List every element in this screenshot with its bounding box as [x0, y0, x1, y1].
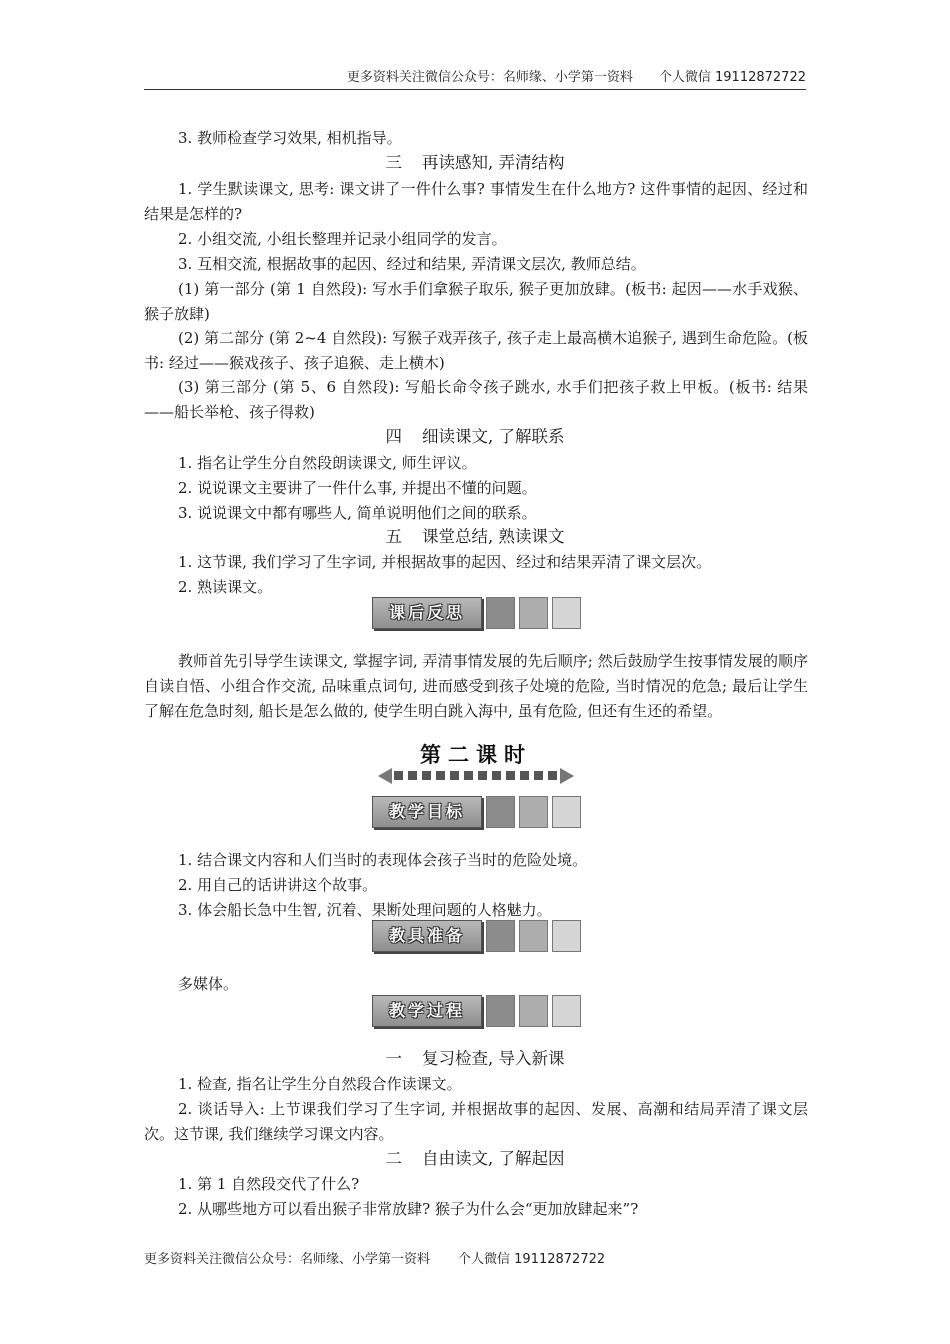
lesson-decor-bar [394, 771, 558, 780]
tag-block-mid [519, 995, 548, 1027]
paragraph: 多媒体。 [178, 975, 239, 993]
paragraph: 2. 从哪些地方可以看出猴子非常放肆? 猴子为什么会“更加放肆起来”? [178, 1200, 639, 1218]
goals-tag [372, 796, 580, 828]
tag-block-dark [486, 920, 515, 952]
section-number: 二 [385, 1149, 402, 1168]
lesson-title: 第二课时 [420, 743, 532, 767]
tag-block-light [552, 597, 581, 629]
paragraph: 3. 教师检查学习效果, 相机指导。 [178, 129, 402, 147]
page-header [144, 66, 806, 90]
section-number: 一 [385, 1049, 402, 1068]
page-footer [144, 1248, 605, 1267]
tag-block-dark [486, 796, 515, 828]
tag-block-light [552, 920, 581, 952]
section-heading-2 [144, 1146, 806, 1172]
paragraph: 1. 结合课文内容和人们当时的表现体会孩子当时的危险处境。 [178, 851, 588, 869]
paragraph: 3. 互相交流, 根据故事的起因、经过和结果, 弄清课文层次, 教师总结。 [178, 255, 646, 273]
tools-tag [372, 920, 580, 952]
section-title: 自由读文, 了解起因 [422, 1149, 565, 1168]
section-heading-4 [144, 424, 806, 450]
paragraph: 教师首先引导学生读课文, 掌握字词, 弄清事情发展的先后顺序; 然后鼓励学生按事情发展的顺序自读自悟、小组合作交流, 品味重点词句, 进而感受到孩子处境的危险, 当时情况的危急; 最后让学生了解在危急时刻, 船长是怎么做的, 使学生明白跳入海中, 虽有危险, 但还有生还的希望。 [144, 652, 808, 720]
paragraph: 1. 这节课, 我们学习了生字词, 并根据故事的起因、经过和结果弄清了课文层次。 [178, 553, 712, 571]
footer-wechat-note: 更多资料关注微信公众号：名师缘、小学第一资料 [144, 1252, 431, 1267]
section-title: 再读感知, 弄清结构 [422, 153, 565, 172]
paragraph: (2) 第二部分 (第 2~4 自然段): 写猴子戏弄孩子, 孩子走上最高横木追猴子, 遇到生命危险。(板书: 经过——猴戏孩子、孩子追猴、走上横木) [144, 329, 808, 372]
section-number: 五 [385, 527, 402, 546]
tag-block-dark [486, 597, 515, 629]
paragraph: 2. 熟读课文。 [178, 578, 273, 596]
tag-block-light [552, 995, 581, 1027]
process-tag [372, 995, 580, 1027]
paragraph: 3. 体会船长急中生智, 沉着、果断处理问题的人格魅力。 [178, 901, 552, 919]
tag-block-mid [519, 597, 548, 629]
tag-label: 教学过程 [372, 995, 482, 1027]
section-title: 细读课文, 了解联系 [422, 427, 565, 446]
tag-block-mid [519, 796, 548, 828]
lesson-title-banner [372, 740, 580, 782]
paragraph: 1. 第 1 自然段交代了什么? [178, 1175, 360, 1193]
paragraph: 2. 用自己的话讲讲这个故事。 [178, 876, 378, 894]
section-heading-1 [144, 1046, 806, 1072]
paragraph: (3) 第三部分 (第 5、6 自然段): 写船长命令孩子跳水, 水手们把孩子救上甲板。(板书: 结果——船长举枪、孩子得救) [144, 378, 808, 421]
paragraph: 3. 说说课文中都有哪些人, 简单说明他们之间的联系。 [178, 504, 537, 522]
tag-block-mid [519, 920, 548, 952]
paragraph: 1. 指名让学生分自然段朗读课文, 师生评议。 [178, 454, 477, 472]
paragraph: 1. 检查, 指名让学生分自然段合作读课文。 [178, 1075, 462, 1093]
paragraph: 2. 谈话导入: 上节课我们学习了生字词, 并根据故事的起因、发展、高潮和结局弄清了课文层次。这节课, 我们继续学习课文内容。 [144, 1100, 808, 1143]
section-heading-5 [144, 524, 806, 550]
tag-block-light [552, 796, 581, 828]
tag-label: 课后反思 [372, 597, 482, 629]
section-title: 复习检查, 导入新课 [422, 1049, 565, 1068]
paragraph: 2. 小组交流, 小组长整理并记录小组同学的发言。 [178, 230, 507, 248]
tag-label: 教具准备 [372, 920, 482, 952]
section-number: 四 [385, 427, 402, 446]
section-heading-3 [144, 150, 806, 176]
tag-block-dark [486, 995, 515, 1027]
paragraph: (1) 第一部分 (第 1 自然段): 写水手们拿猴子取乐, 猴子更加放肆。(板书: 起因——水手戏猴、猴子放肆) [144, 280, 808, 323]
header-wechat-note: 更多资料关注微信公众号：名师缘、小学第一资料 [346, 70, 633, 85]
tag-label: 教学目标 [372, 796, 482, 828]
header-wechat-id: 个人微信 19112872722 [658, 70, 806, 85]
section-title: 课堂总结, 熟读课文 [422, 527, 565, 546]
paragraph: 1. 学生默读课文, 思考: 课文讲了一件什么事? 事情发生在什么地方? 这件事情的起因、经过和结果是怎样的? [144, 180, 808, 223]
reflection-tag [372, 597, 580, 629]
paragraph: 2. 说说课文主要讲了一件什么事, 并提出不懂的问题。 [178, 479, 537, 497]
footer-wechat-id: 个人微信 19112872722 [458, 1252, 606, 1267]
section-number: 三 [385, 153, 402, 172]
